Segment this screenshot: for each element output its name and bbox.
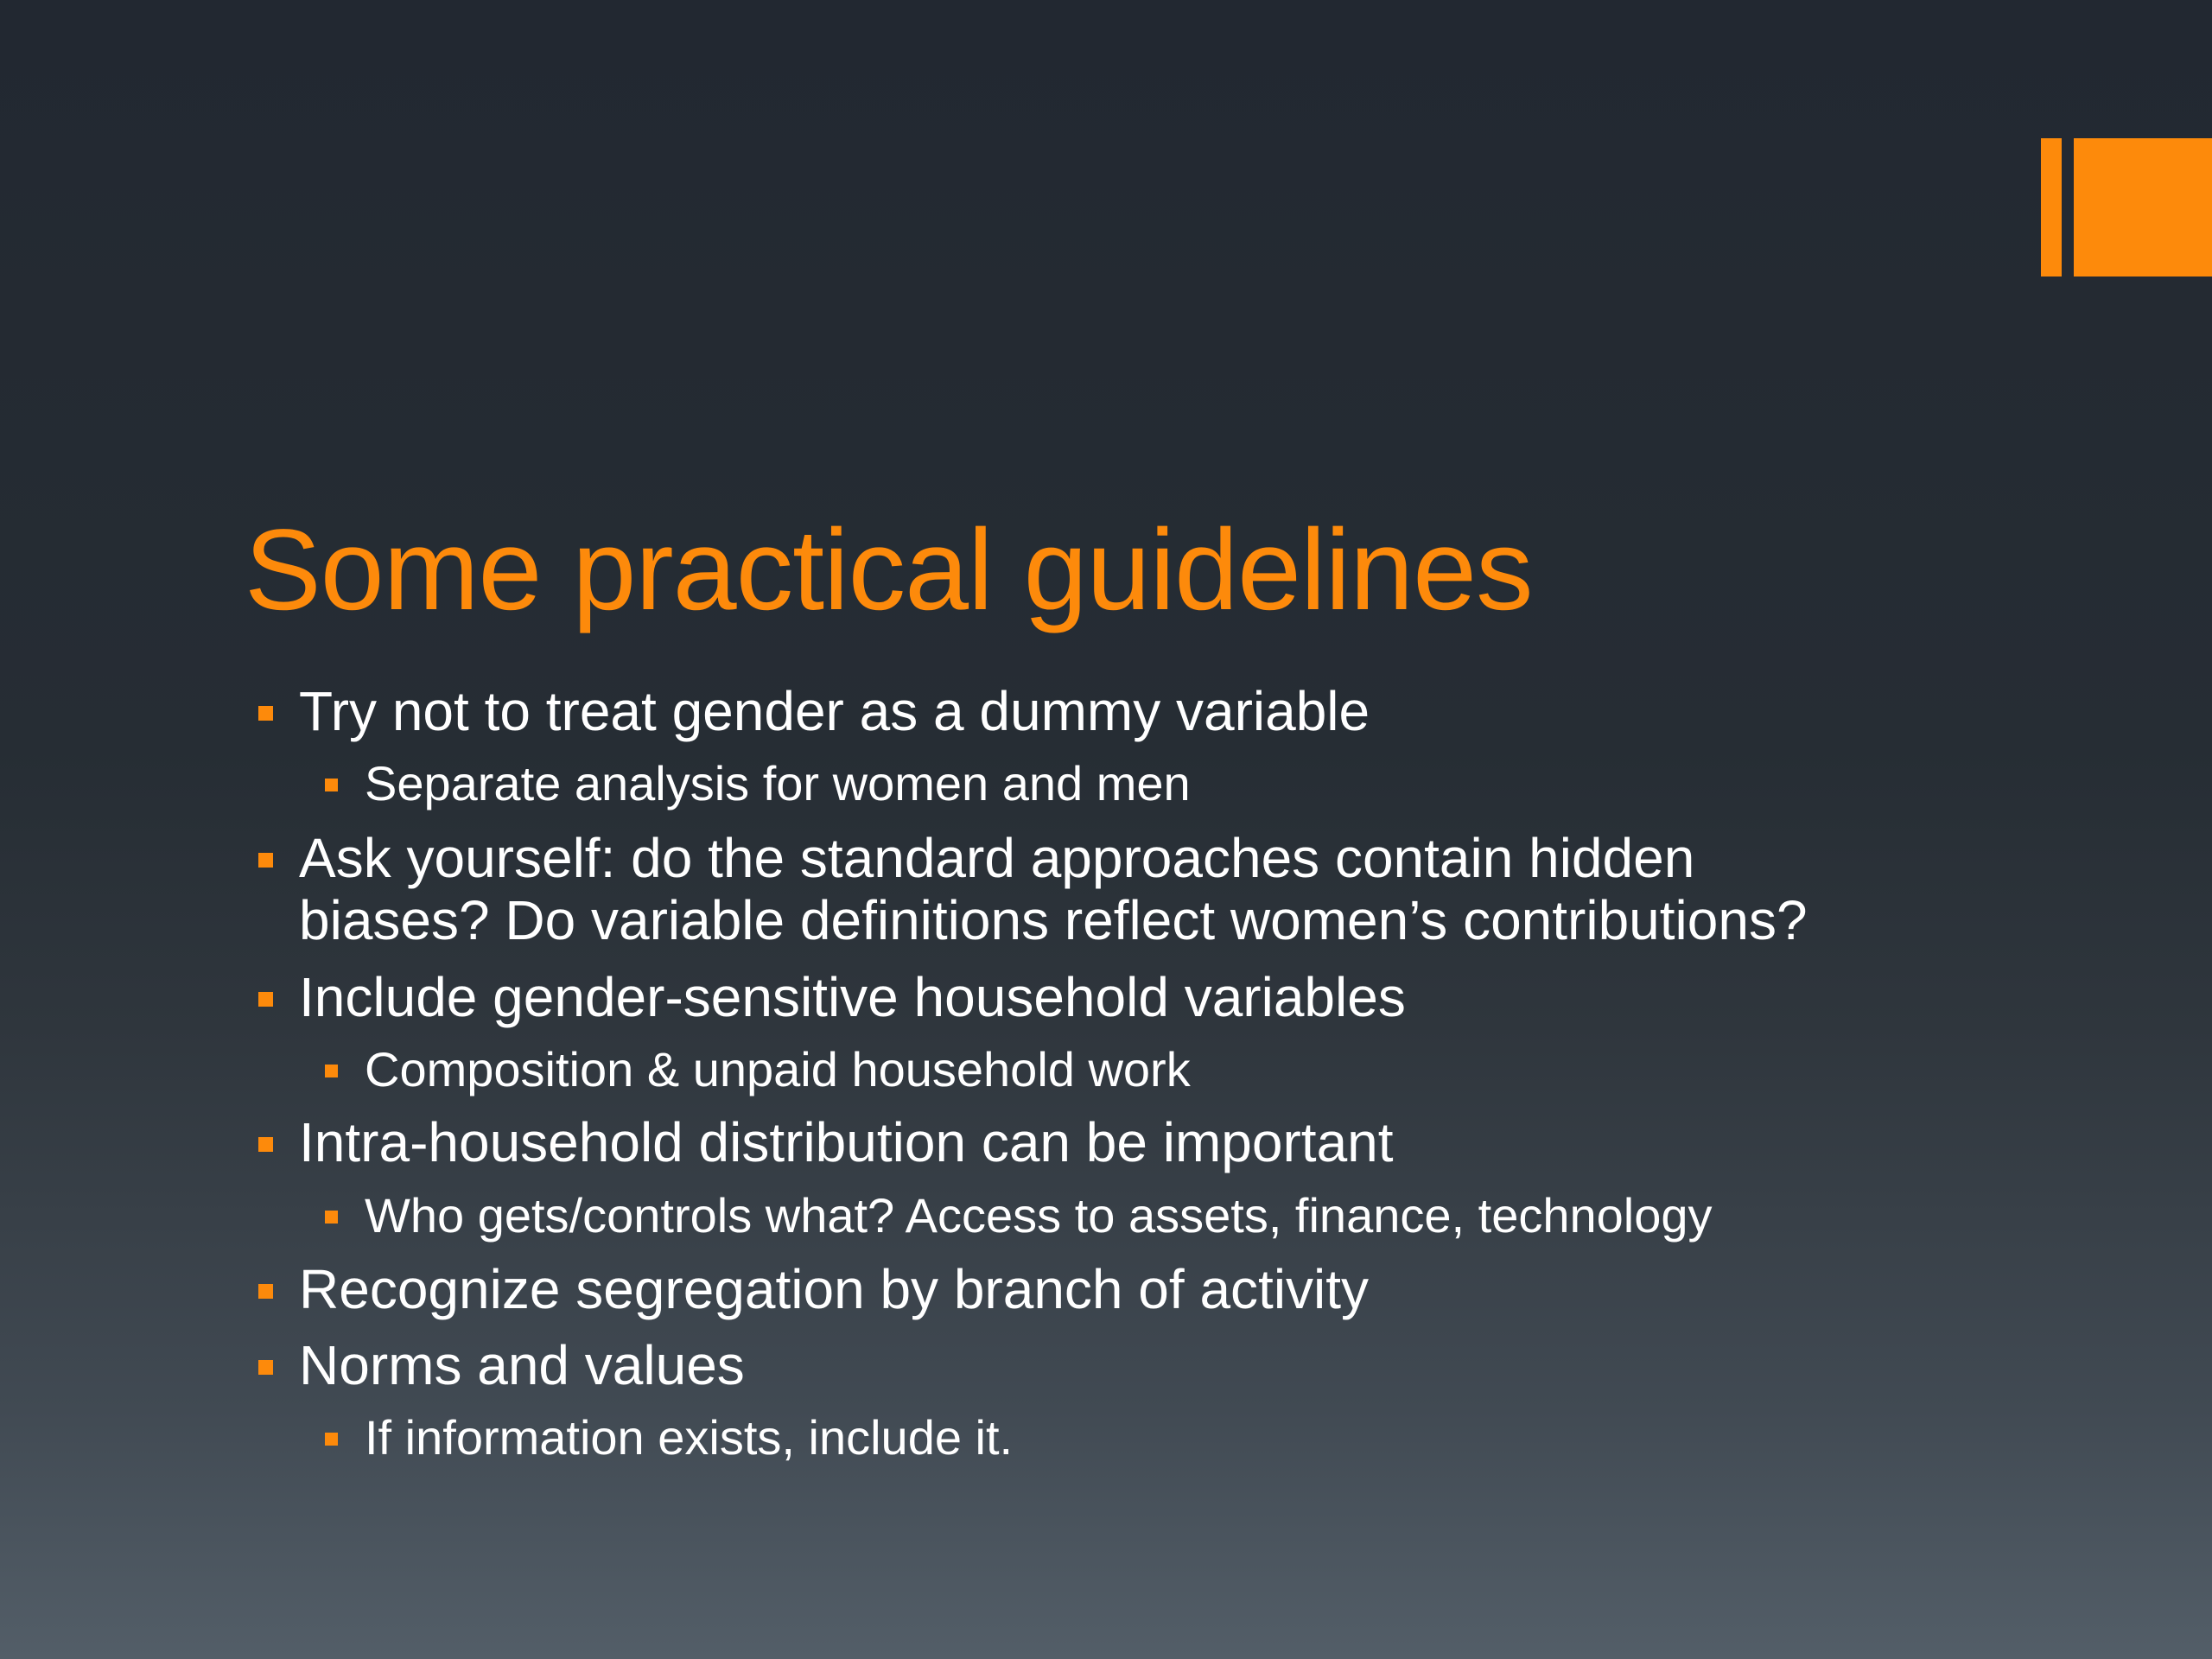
sub-bullet-item [365, 1410, 1013, 1465]
sub-bullet-text: Composition & unpaid household work [365, 1042, 1191, 1096]
accent-bar-block [2074, 138, 2212, 276]
bullet-text: Norms and values [299, 1334, 745, 1396]
bullet-item [299, 827, 1694, 889]
bullet-continuation [299, 889, 1808, 951]
sub-bullet-item [365, 756, 1191, 811]
sub-bullet-text: Who gets/controls what? Access to assets, finance, technology [365, 1188, 1713, 1243]
bullet-marker-icon [258, 1284, 273, 1299]
sub-bullet-marker-icon [325, 1211, 338, 1224]
sub-bullet-text: Separate analysis for women and men [365, 756, 1191, 810]
bullet-item [299, 1258, 1369, 1320]
sub-bullet-text: If information exists, include it. [365, 1410, 1014, 1465]
sub-bullet-marker-icon [325, 1433, 338, 1446]
bullet-text: Recognize segregation by branch of activity [299, 1258, 1370, 1320]
bullet-marker-icon [258, 853, 273, 868]
bullet-text: biases? Do variable definitions reflect women’s contributions? [299, 889, 1808, 951]
bullet-item [299, 1334, 745, 1396]
bullet-marker-icon [258, 992, 273, 1007]
bullet-text: Intra-household distribution can be important [299, 1111, 1394, 1173]
bullet-marker-icon [258, 706, 273, 721]
slide-title: Some practical guidelines [245, 506, 1533, 634]
bullet-item [299, 1111, 1394, 1173]
bullet-marker-icon [258, 1360, 273, 1375]
bullet-item [299, 966, 1406, 1028]
bullet-text: Try not to treat gender as a dummy variable [299, 680, 1370, 742]
accent-bar-thin [2041, 138, 2062, 276]
bullet-text: Ask yourself: do the standard approaches contain hidden [299, 827, 1695, 889]
bullet-marker-icon [258, 1137, 273, 1152]
sub-bullet-marker-icon [325, 1065, 338, 1077]
sub-bullet-item [365, 1188, 1713, 1243]
bullet-text: Include gender-sensitive household variables [299, 966, 1406, 1028]
sub-bullet-marker-icon [325, 779, 338, 791]
sub-bullet-item [365, 1042, 1191, 1097]
bullet-item [299, 680, 1370, 742]
